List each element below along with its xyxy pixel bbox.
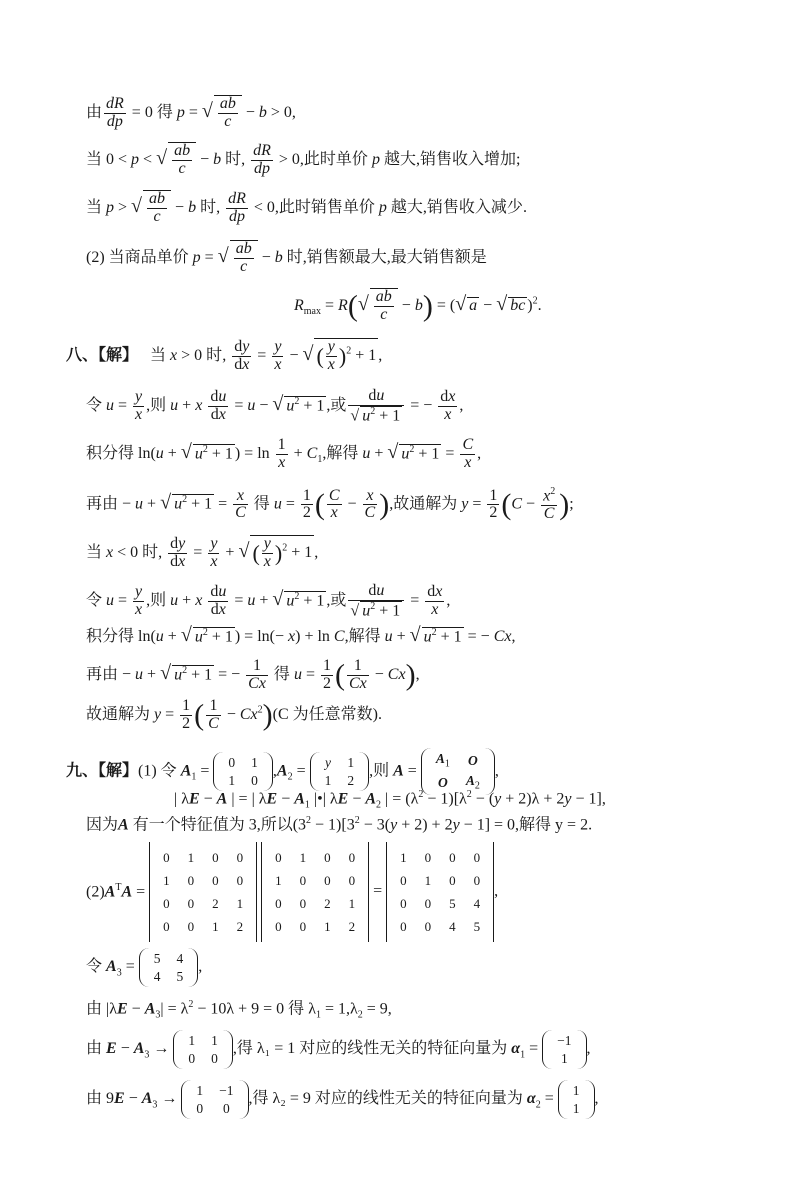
solution-line: | λE − A | = | $\lambda E - A_1$ |•| $\lambda E - A_2$ | = $(\lambda^2 - 1)[\lambda^2 - (y + 2)\lambda + 2y - 1]$, — [174, 789, 606, 811]
problem-label: 九、【解】 — [66, 762, 139, 780]
solution-line: 再由 − u + √ $u^2 + 1$ = − $\frac{1}{Cx}$ 得 u = $\frac{1}{2}$ ( $\frac{1}{Cx}$ − Cx), — [86, 657, 420, 692]
solution-line: 由 $E - A_3$ → 1 1 0 0 ,得 λ₁ = 1 对应的线性无关的特征向量为 $\alpha_1$ = −1 1 , — [86, 1030, 591, 1069]
solution-line: 故通解为 y = $\frac{1}{2}$ ( $\frac{1}{C}$ − $Cx^2)(C$ 为任意常数). — [86, 697, 382, 732]
solution-line: 因为A 有一个特征值为 3,所以$(3^2 - 1)[3^2 - 3(y + 2) + 2y - 1] = 0$,解得 y = 2. — [86, 815, 593, 834]
solution-line: $(2)A^TA$ = 0 1 0 0 1 0 0 0 0 0 2 1 0 0 1 2 0 1 0 0 1 0 0 0 0 0 2 1 0 0 1 2 = 1 0 0 0 0 1 0 0 0 0 5 4 0 0 4 5 , — [86, 842, 498, 942]
solution-line: 当 x < 0 时, $\frac{dy}{dx}$ = $\frac{y}{x}$ + √ ( $\frac{y}{x}$ )$^2$ + 1 , — [86, 535, 319, 570]
solution-line: 九、【解】(1) 令 $A_1$ = 0 1 1 0 $,A_2$ = y 1 1 2 ,则 A = $A_1$ O O $A_2$ , — [66, 748, 499, 795]
solution-line: (2) 当商品单价 p = √ $\frac{ab}{c}$ − b 时,销售额最大,最大销售额是 — [86, 240, 487, 275]
solution-line: 由 $\frac{dR}{dp}$ = 0 得 p = √ $\frac{ab}{c}$ − b > 0, — [86, 95, 296, 130]
solution-line: 当 p > √ $\frac{ab}{c}$ − b 时, $\frac{dR}{dp}$ < 0,此时销售单价 p 越大,销售收入减少. — [86, 190, 527, 225]
solution-line: 令 u = $\frac{y}{x}$ ,则 u + x $\frac{du}{dx}$ = u − √ $u^2 + 1$ ,或 $\frac{du}{√ u^2 + 1}$ = − $\frac{dx}{x}$ , — [86, 387, 464, 425]
solution-line: 当 0 < p < √ $\frac{ab}{c}$ − b 时, $\frac{dR}{dp}$ > 0,此时单价 p 越大,销售收入增加; — [86, 142, 521, 177]
solution-line: 八、【解】 当 x > 0 时, $\frac{dy}{dx}$ = $\frac{y}{x}$ − √ ( $\frac{y}{x}$ )$^2$ + 1 , — [66, 338, 383, 373]
solution-line: 由 $9E - A_3$ → 1 −1 0 0 ,得 λ₂ = 9 对应的线性无关的特征向量为 $\alpha_2$ = 1 1 , — [86, 1080, 599, 1119]
solution-line: 令 $A_3$ = 5 4 4 5 , — [86, 948, 202, 987]
solution-line: 积分得 ln(u + √ $u^2 + 1$ ) = ln(− x) + ln C,解得 u + √ $u^2 + 1$ = − Cx, — [86, 624, 516, 646]
problem-label: 八、【解】 — [66, 346, 139, 364]
solution-line: 令 u = $\frac{y}{x}$ ,则 u + x $\frac{du}{dx}$ = u + √ $u^2 + 1$ ,或 $\frac{du}{√ u^2 + 1}$ = $\frac{dx}{x}$ , — [86, 582, 451, 620]
solution-line: 积分得 ln(u + √ $u^2 + 1$ ) = ln $\frac{1}{x}$ + $C_1$,解得 u + √ $u^2 + 1$ = $\frac{C}{x}$ , — [86, 436, 482, 471]
solution-line: $R_{max} = R(√$ $\frac{ab}{c}$ − b) = (√ a − √ bc )$^2$. — [294, 288, 542, 323]
solution-line: 由 $|\lambda E - A_3| = \lambda^2 - 10\lambda + 9 = 0$ 得 $\lambda_1 = 1,\lambda_2 = 9$, — [86, 999, 392, 1021]
solution-line: 再由 − u + √ $u^2 + 1$ = $\frac{x}{C}$ 得 u = $\frac{1}{2}$ ( $\frac{C}{x}$ − $\frac{x}{C}$ ),故通解为 y = $\frac{1}{2}$ (C − $\frac{x^2}{C}$ ); — [86, 486, 574, 523]
